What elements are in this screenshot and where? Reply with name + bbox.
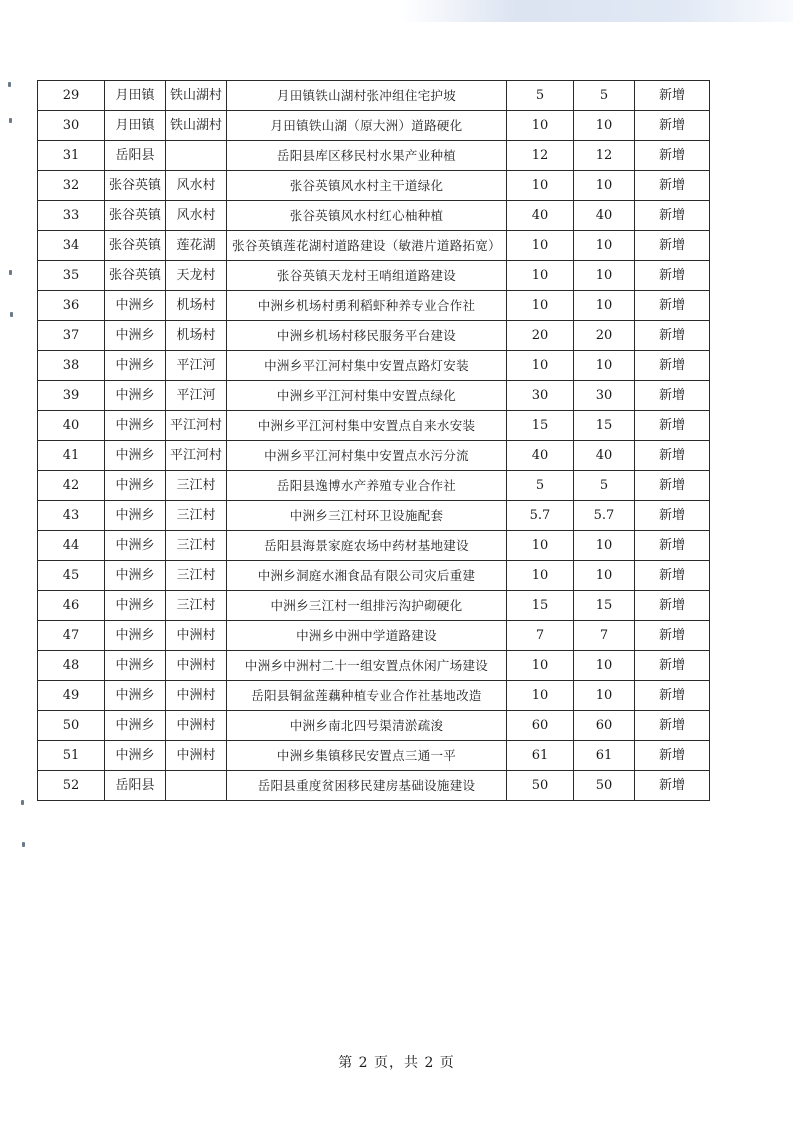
cell-project: 岳阳县海景家庭农场中药材基地建设 (227, 531, 507, 561)
table-row (38, 681, 710, 711)
cell-amount-a: 20 (507, 321, 574, 351)
table-row (38, 351, 710, 381)
cell-number: 36 (38, 291, 105, 321)
scan-streak (400, 0, 793, 22)
cell-village: 三江村 (166, 471, 227, 501)
cell-village: 中洲村 (166, 651, 227, 681)
cell-type: 新增 (635, 441, 710, 471)
cell-town: 张谷英镇 (105, 261, 166, 291)
cell-town: 岳阳县 (105, 771, 166, 801)
cell-amount-b: 5 (574, 471, 635, 501)
cell-village: 三江村 (166, 531, 227, 561)
cell-amount-a: 12 (507, 141, 574, 171)
cell-amount-a: 61 (507, 741, 574, 771)
cell-town: 中洲乡 (105, 441, 166, 471)
table-row (38, 501, 710, 531)
cell-project: 中洲乡机场村移民服务平台建设 (227, 321, 507, 351)
cell-amount-b: 10 (574, 651, 635, 681)
cell-village: 中洲村 (166, 621, 227, 651)
cell-amount-a: 15 (507, 591, 574, 621)
cell-village: 三江村 (166, 501, 227, 531)
cell-amount-a: 15 (507, 411, 574, 441)
cell-number: 35 (38, 261, 105, 291)
cell-type: 新增 (635, 501, 710, 531)
cell-town: 中洲乡 (105, 651, 166, 681)
cell-type: 新增 (635, 81, 710, 111)
cell-amount-b: 30 (574, 381, 635, 411)
cell-number: 34 (38, 231, 105, 261)
table-row (38, 201, 710, 231)
cell-project: 中洲乡三江村一组排污沟护砌硬化 (227, 591, 507, 621)
cell-project: 岳阳县库区移民村水果产业种植 (227, 141, 507, 171)
table-row (38, 141, 710, 171)
table-row (38, 411, 710, 441)
cell-village (166, 771, 227, 801)
table-row (38, 531, 710, 561)
cell-village: 中洲村 (166, 681, 227, 711)
cell-project: 中洲乡平江河村集中安置点自来水安装 (227, 411, 507, 441)
cell-amount-b: 61 (574, 741, 635, 771)
cell-type: 新增 (635, 561, 710, 591)
cell-type: 新增 (635, 651, 710, 681)
cell-amount-b: 20 (574, 321, 635, 351)
scan-speck (22, 842, 25, 847)
cell-type: 新增 (635, 681, 710, 711)
cell-town: 月田镇 (105, 111, 166, 141)
cell-amount-a: 10 (507, 651, 574, 681)
cell-town: 中洲乡 (105, 531, 166, 561)
cell-amount-b: 60 (574, 711, 635, 741)
cell-amount-a: 60 (507, 711, 574, 741)
cell-village: 三江村 (166, 591, 227, 621)
cell-project: 中洲乡平江河村集中安置点水污分流 (227, 441, 507, 471)
cell-number: 29 (38, 81, 105, 111)
cell-town: 张谷英镇 (105, 201, 166, 231)
cell-type: 新增 (635, 351, 710, 381)
cell-village: 平江河 (166, 381, 227, 411)
cell-project: 中洲乡中洲中学道路建设 (227, 621, 507, 651)
project-table (37, 80, 710, 801)
cell-type: 新增 (635, 261, 710, 291)
cell-number: 39 (38, 381, 105, 411)
scan-speck (21, 800, 24, 805)
cell-project: 中洲乡机场村勇利稻虾种养专业合作社 (227, 291, 507, 321)
cell-type: 新增 (635, 771, 710, 801)
cell-amount-a: 30 (507, 381, 574, 411)
cell-number: 30 (38, 111, 105, 141)
scan-speck (10, 312, 13, 317)
cell-amount-b: 40 (574, 201, 635, 231)
cell-town: 张谷英镇 (105, 171, 166, 201)
cell-town: 中洲乡 (105, 411, 166, 441)
table-row (38, 171, 710, 201)
cell-amount-a: 10 (507, 231, 574, 261)
cell-town: 中洲乡 (105, 621, 166, 651)
cell-project: 中洲乡三江村环卫设施配套 (227, 501, 507, 531)
table-row (38, 111, 710, 141)
cell-project: 张谷英镇天龙村王哨组道路建设 (227, 261, 507, 291)
cell-project: 岳阳县重度贫困移民建房基础设施建设 (227, 771, 507, 801)
cell-amount-a: 5 (507, 81, 574, 111)
cell-amount-a: 10 (507, 561, 574, 591)
table-row (38, 741, 710, 771)
cell-town: 中洲乡 (105, 381, 166, 411)
cell-town: 中洲乡 (105, 351, 166, 381)
table-row (38, 321, 710, 351)
cell-village: 平江河村 (166, 441, 227, 471)
cell-amount-b: 10 (574, 171, 635, 201)
table-row (38, 471, 710, 501)
cell-amount-a: 40 (507, 201, 574, 231)
cell-town: 中洲乡 (105, 591, 166, 621)
cell-number: 49 (38, 681, 105, 711)
cell-project: 张谷英镇莲花湖村道路建设（敏港片道路拓宽） (227, 231, 507, 261)
table-row (38, 291, 710, 321)
cell-amount-a: 5 (507, 471, 574, 501)
cell-amount-b: 10 (574, 561, 635, 591)
cell-type: 新增 (635, 591, 710, 621)
cell-amount-a: 10 (507, 681, 574, 711)
cell-village (166, 141, 227, 171)
table-row (38, 591, 710, 621)
cell-village: 莲花湖 (166, 231, 227, 261)
cell-amount-b: 10 (574, 261, 635, 291)
cell-village: 天龙村 (166, 261, 227, 291)
table-row (38, 81, 710, 111)
cell-number: 52 (38, 771, 105, 801)
cell-amount-b: 7 (574, 621, 635, 651)
cell-type: 新增 (635, 711, 710, 741)
cell-number: 41 (38, 441, 105, 471)
cell-town: 中洲乡 (105, 291, 166, 321)
cell-amount-b: 5.7 (574, 501, 635, 531)
cell-amount-b: 10 (574, 351, 635, 381)
cell-amount-a: 10 (507, 531, 574, 561)
cell-amount-a: 10 (507, 261, 574, 291)
table-row (38, 771, 710, 801)
cell-amount-a: 50 (507, 771, 574, 801)
cell-amount-a: 10 (507, 291, 574, 321)
cell-town: 中洲乡 (105, 561, 166, 591)
table-row (38, 441, 710, 471)
cell-town: 月田镇 (105, 81, 166, 111)
cell-project: 张谷英镇风水村红心柚种植 (227, 201, 507, 231)
cell-town: 中洲乡 (105, 711, 166, 741)
cell-village: 机场村 (166, 291, 227, 321)
cell-type: 新增 (635, 231, 710, 261)
cell-amount-b: 10 (574, 681, 635, 711)
cell-number: 38 (38, 351, 105, 381)
cell-number: 48 (38, 651, 105, 681)
cell-village: 三江村 (166, 561, 227, 591)
cell-project: 中洲乡平江河村集中安置点路灯安装 (227, 351, 507, 381)
cell-amount-a: 40 (507, 441, 574, 471)
cell-village: 中洲村 (166, 711, 227, 741)
cell-amount-b: 5 (574, 81, 635, 111)
cell-amount-b: 15 (574, 411, 635, 441)
cell-amount-b: 10 (574, 531, 635, 561)
cell-village: 风水村 (166, 171, 227, 201)
cell-number: 33 (38, 201, 105, 231)
cell-amount-b: 40 (574, 441, 635, 471)
scan-speck (9, 270, 12, 275)
table-row (38, 711, 710, 741)
cell-village: 平江河 (166, 351, 227, 381)
cell-town: 张谷英镇 (105, 231, 166, 261)
table-row (38, 261, 710, 291)
cell-amount-b: 10 (574, 111, 635, 141)
cell-type: 新增 (635, 111, 710, 141)
cell-amount-a: 7 (507, 621, 574, 651)
cell-village: 铁山湖村 (166, 111, 227, 141)
table-body (38, 81, 710, 801)
cell-amount-a: 5.7 (507, 501, 574, 531)
cell-town: 中洲乡 (105, 321, 166, 351)
cell-town: 中洲乡 (105, 681, 166, 711)
cell-amount-a: 10 (507, 111, 574, 141)
cell-type: 新增 (635, 291, 710, 321)
cell-town: 中洲乡 (105, 471, 166, 501)
cell-number: 40 (38, 411, 105, 441)
cell-type: 新增 (635, 381, 710, 411)
cell-town: 岳阳县 (105, 141, 166, 171)
table-row (38, 651, 710, 681)
cell-type: 新增 (635, 741, 710, 771)
cell-amount-a: 10 (507, 171, 574, 201)
cell-project: 中洲乡洞庭水湘食品有限公司灾后重建 (227, 561, 507, 591)
cell-amount-b: 12 (574, 141, 635, 171)
cell-project: 岳阳县逸博水产养殖专业合作社 (227, 471, 507, 501)
cell-project: 岳阳县铜盆莲藕种植专业合作社基地改造 (227, 681, 507, 711)
cell-amount-a: 10 (507, 351, 574, 381)
cell-number: 43 (38, 501, 105, 531)
cell-project: 中洲乡集镇移民安置点三通一平 (227, 741, 507, 771)
cell-number: 45 (38, 561, 105, 591)
cell-project: 月田镇铁山湖（原大洲）道路硬化 (227, 111, 507, 141)
cell-amount-b: 10 (574, 231, 635, 261)
cell-number: 47 (38, 621, 105, 651)
cell-type: 新增 (635, 141, 710, 171)
cell-type: 新增 (635, 321, 710, 351)
cell-village: 风水村 (166, 201, 227, 231)
cell-number: 51 (38, 741, 105, 771)
cell-type: 新增 (635, 411, 710, 441)
cell-village: 铁山湖村 (166, 81, 227, 111)
scan-speck (9, 118, 12, 123)
cell-type: 新增 (635, 621, 710, 651)
cell-amount-b: 50 (574, 771, 635, 801)
cell-town: 中洲乡 (105, 741, 166, 771)
table-row (38, 231, 710, 261)
cell-type: 新增 (635, 171, 710, 201)
cell-village: 机场村 (166, 321, 227, 351)
cell-project: 中洲乡南北四号渠清淤疏浚 (227, 711, 507, 741)
cell-town: 中洲乡 (105, 501, 166, 531)
table-row (38, 381, 710, 411)
cell-number: 37 (38, 321, 105, 351)
page-number: 第 2 页，共 2 页 (338, 1055, 455, 1071)
cell-project: 张谷英镇风水村主干道绿化 (227, 171, 507, 201)
cell-number: 44 (38, 531, 105, 561)
table-row (38, 561, 710, 591)
cell-type: 新增 (635, 471, 710, 501)
cell-amount-b: 10 (574, 291, 635, 321)
table-row (38, 621, 710, 651)
scan-speck (8, 82, 11, 87)
cell-number: 50 (38, 711, 105, 741)
cell-project: 中洲乡中洲村二十一组安置点休闲广场建设 (227, 651, 507, 681)
cell-village: 中洲村 (166, 741, 227, 771)
cell-amount-b: 15 (574, 591, 635, 621)
cell-project: 月田镇铁山湖村张冲组住宅护坡 (227, 81, 507, 111)
cell-number: 31 (38, 141, 105, 171)
cell-type: 新增 (635, 531, 710, 561)
cell-project: 中洲乡平江河村集中安置点绿化 (227, 381, 507, 411)
cell-type: 新增 (635, 201, 710, 231)
cell-number: 46 (38, 591, 105, 621)
cell-number: 42 (38, 471, 105, 501)
cell-village: 平江河村 (166, 411, 227, 441)
cell-number: 32 (38, 171, 105, 201)
